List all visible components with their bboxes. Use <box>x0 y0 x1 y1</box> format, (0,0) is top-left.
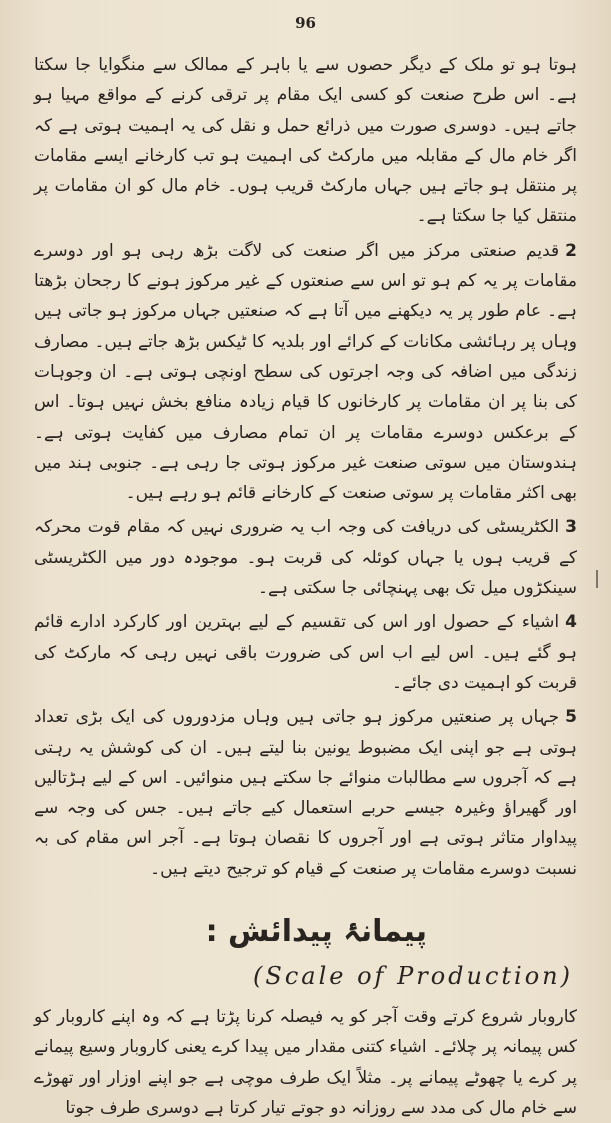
paragraph-text: کاروبار شروع کرتے وقت آجر کو یہ فیصلہ کرنا پڑتا ہے کہ وہ اپنے کاروبار کو کس پیمانہ پر چلائے۔ اشیاء کتنی مقدار میں پیدا کرے یعنی کاروبار وسیع پیمانے پر کرے یا چھوٹے پیمانے پر۔ مثلاً ایک طرف موچی ہے جو اپنے اوزار اور تھوڑے سے خام مال کی مدد سے روزانہ دو جوتے تیار کرتا ہے دوسری طرف جوتا <box>34 1007 577 1118</box>
point-number: 5 <box>565 707 577 728</box>
paragraph-point-5 <box>34 702 577 884</box>
page-number: 96 <box>295 14 316 32</box>
section-heading-english: (Scale of Production) <box>253 962 573 991</box>
paragraph-text: ہوتا ہو تو ملک کے دیگر حصوں سے یا باہر کے ممالک سے منگوایا جا سکتا ہے۔ اس طرح صنعت کو کسی ایک مقام پر ترقی کرنے کے مواقع مہیا ہو جاتے ہیں۔ دوسری صورت میں ذرائع حمل و نقل کی یہ اہمیت ہوتی ہے کہ اگر خام مال کے مقابلہ میں مارکٹ کی اہمیت ہو تب کارخانے ایسے مقامات پر منتقل ہو جاتے ہیں جہاں مارکٹ قریب ہوں۔ خام مال کو ان مقامات پر منتقل کیا جا سکتا ہے۔ <box>34 55 577 227</box>
section-heading <box>34 908 577 996</box>
paragraph-point-3 <box>34 512 577 603</box>
paragraph-text: اشیاء کے حصول اور اس کی تقسیم کے لیے بہترین اور کارکرد ادارے قائم ہو گئے ہیں۔ اس لیے اب اس کی ضرورت باقی نہیں رہی کہ مارکٹ کی قربت کو اہمیت دی جائے۔ <box>34 612 577 693</box>
margin-mark <box>596 570 598 588</box>
paragraph-point-4 <box>34 607 577 698</box>
page-body <box>34 50 577 1123</box>
paragraph-text: الکٹریسٹی کی دریافت کی وجہ اب یہ ضروری نہیں کہ مقام قوت محرکہ کے قریب ہوں یا جہاں کوئلہ کی قربت ہو۔ موجودہ دور میں الکٹریسٹی سینکڑوں میل تک بھی پہنچائی جا سکتی ہے۔ <box>34 517 577 599</box>
paragraph-point-2 <box>34 236 577 509</box>
point-number: 3 <box>565 517 577 538</box>
paragraph-continuation <box>34 50 577 232</box>
paragraph-text: جہاں پر صنعتیں مرکوز ہو جاتی ہیں وہاں مزدوروں کی ایک بڑی تعداد ہوتی ہے جو اپنی ایک مضبوط یونین بنا لیتے ہیں۔ ان کی کوشش یہ رہتی ہے کہ آجروں سے مطالبات منوائے جا سکتے ہیں منوائیں۔ اس کے لیے ہڑتالیں اور گھیراؤ وغیرہ جیسے حربے استعمال کیے جاتے ہیں۔ جس کی وجہ سے پیداوار متاثر ہوتی ہے اور آجروں کا نقصان ہوتا ہے۔ آجر اس مقام کی بہ نسبت دوسرے مقامات پر صنعت کے قیام کو ترجیح دیتے ہیں۔ <box>34 707 577 879</box>
point-number: 4 <box>565 612 577 633</box>
paragraph-text: قدیم صنعتی مرکز میں اگر صنعت کی لاگت بڑھ رہی ہو اور دوسرے مقامات پر یہ کم ہو تو اس سے صنعتوں کے غیر مرکوز ہونے کا رجحان بڑھتا ہے۔ عام طور پر یہ دیکھنے میں آتا ہے کہ صنعتیں جہاں مرکوز ہو جاتی ہیں وہاں پر رہائشی مکانات کے کرائے اور بلدیہ کا ٹیکس بڑھ جاتے ہیں۔ مصارف زندگی میں اضافہ کی وجہ اجرتوں کی سطح اونچی ہوتی ہے۔ ان وجوہات کی بنا پر ان مقامات پر کارخانوں کا قیام زیادہ منافع بخش نہیں ہوتا۔ اس کے برعکس دوسرے مقامات پر ان تمام مصارف میں کفایت ہوتی ہے۔ ہندوستان میں سوتی صنعت غیر مرکوز ہوتی جا رہی ہے۔ جنوبی ہند میں بھی اکثر مقامات پر سوتی صنعت کے کارخانے قائم ہو رہے ہیں۔ <box>34 240 577 504</box>
closing-paragraph <box>34 1002 577 1123</box>
point-number: 2 <box>565 240 577 261</box>
section-heading-urdu: پیمانۂ پیدائش : <box>205 914 427 950</box>
